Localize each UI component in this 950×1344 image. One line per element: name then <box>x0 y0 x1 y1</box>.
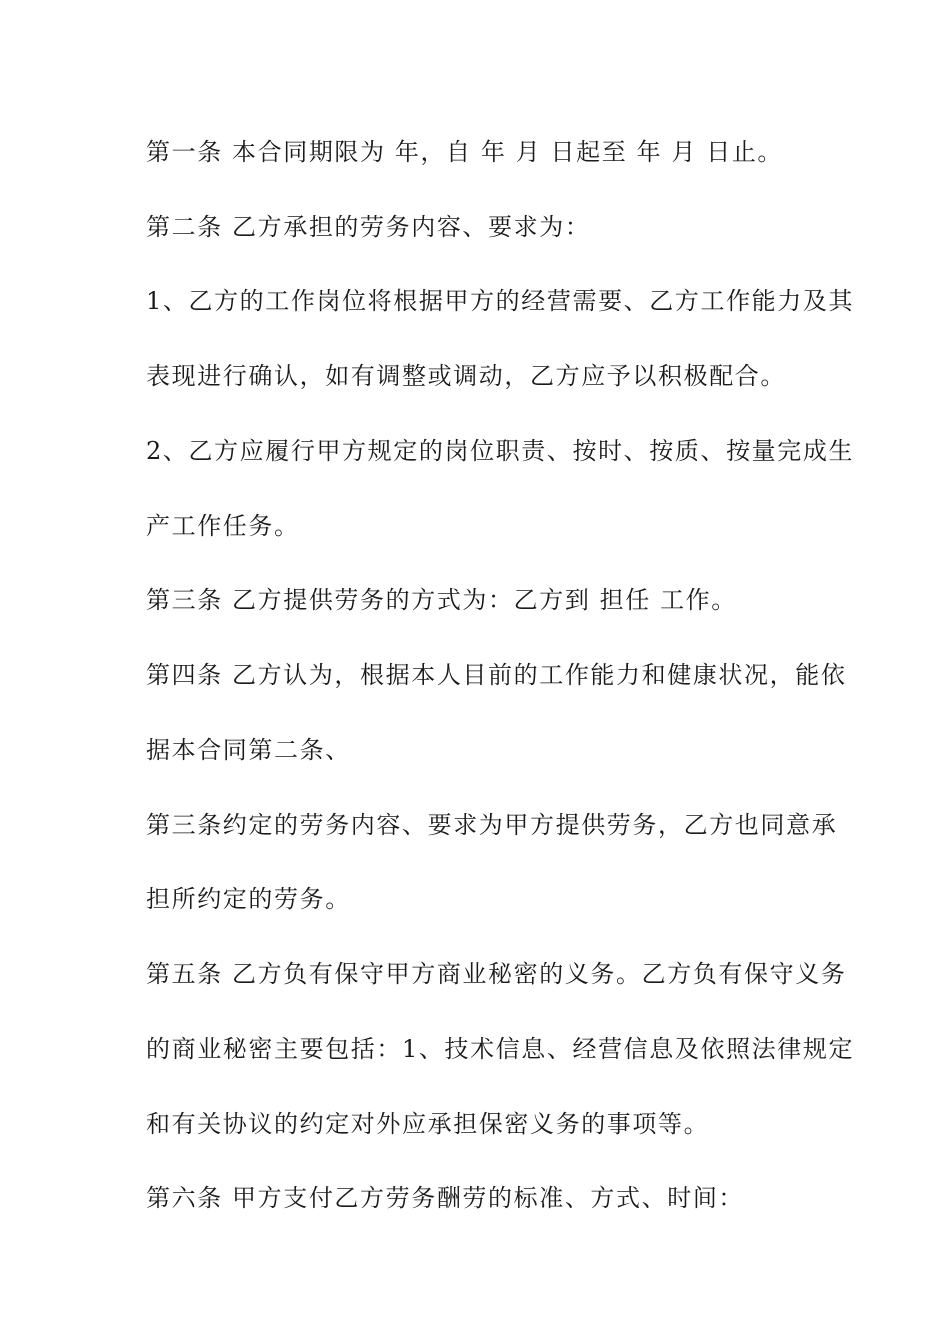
clause-2-item-1-line-1: 1、乙方的工作岗位将根据甲方的经营需要、乙方工作能力及其 <box>146 287 855 315</box>
clause-2-item-1-line-2: 表现进行确认，如有调整或调动，乙方应予以积极配合。 <box>146 362 786 390</box>
clause-1-term: 第一条 本合同期限为 年，自 年 月 日起至 年 月 日止。 <box>146 138 784 166</box>
clause-2-heading: 第二条 乙方承担的劳务内容、要求为： <box>146 213 591 241</box>
clause-5-line-2: 的商业秘密主要包括：1、技术信息、经营信息及依照法律规定 <box>146 1035 855 1063</box>
clause-2-item-2-line-2: 产工作任务。 <box>146 512 300 540</box>
clause-5-line-3: 和有关协议的约定对外应承担保密义务的事项等。 <box>146 1110 710 1138</box>
clause-2-item-2-line-1: 2、乙方应履行甲方规定的岗位职责、按时、按质、按量完成生 <box>146 437 855 465</box>
clause-3-method: 第三条 乙方提供劳务的方式为：乙方到 担任 工作。 <box>146 586 737 614</box>
clause-5-line-1: 第五条 乙方负有保守甲方商业秘密的义务。乙方负有保守义务 <box>146 960 847 988</box>
clause-4-line-2: 据本合同第二条、 <box>146 736 351 764</box>
clause-6-heading: 第六条 甲方支付乙方劳务酬劳的标准、方式、时间： <box>146 1184 745 1212</box>
clause-4-line-1: 第四条 乙方认为，根据本人目前的工作能力和健康状况，能依 <box>146 661 847 689</box>
clause-4-line-3: 第三条约定的劳务内容、要求为甲方提供劳务，乙方也同意承 <box>146 811 838 839</box>
clause-4-line-4: 担所约定的劳务。 <box>146 885 351 913</box>
